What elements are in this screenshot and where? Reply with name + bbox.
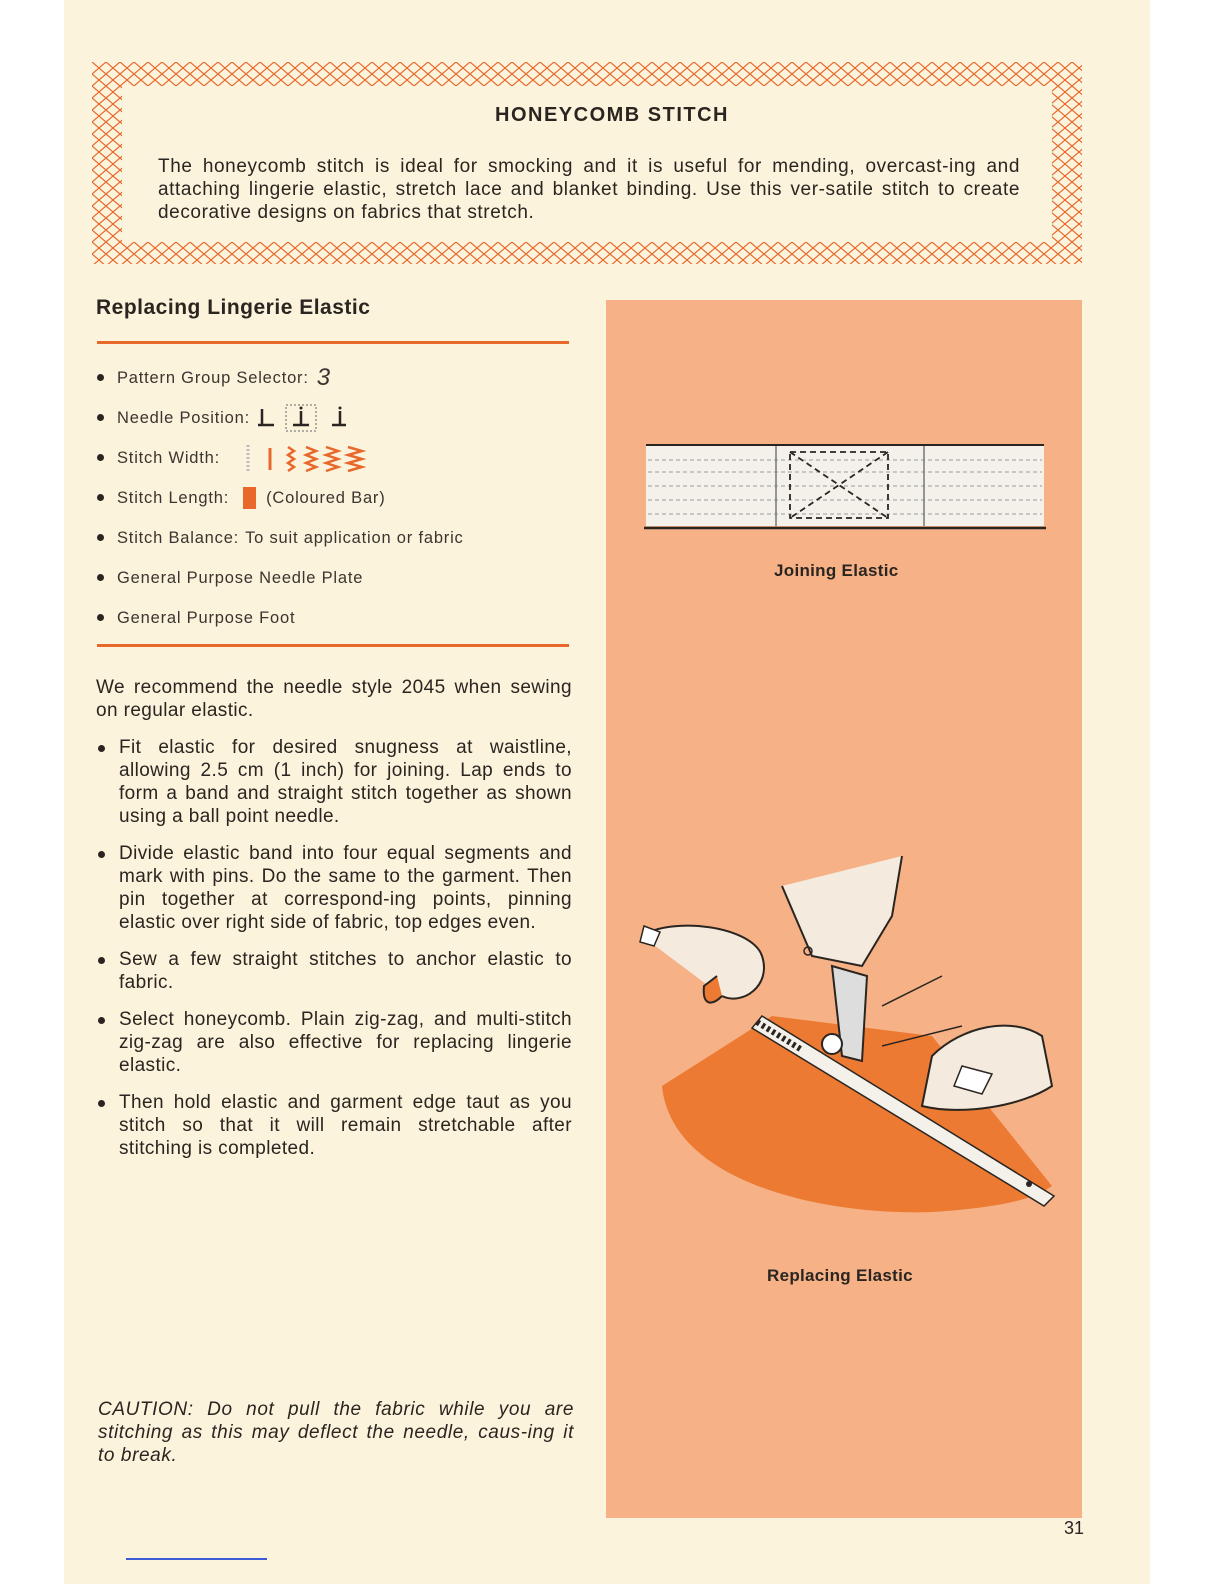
step-item: Select honeycomb. Plain zig-zag, and multi-stitch zig-zag are also effective for replacing lingerie elastic. [96,1008,572,1077]
settings-list [96,358,576,638]
coloured-bar-icon [243,487,256,509]
replacing-elastic-illustration [632,856,1062,1232]
spec-stitch-length: Stitch Length: (Coloured Bar) [96,478,576,518]
honeycomb-title: HONEYCOMB STITCH [495,104,729,126]
spec-stitch-balance: Stitch Balance: To suit application or fabric [96,518,576,558]
section-title: Replacing Lingerie Elastic [96,296,371,319]
joining-elastic-illustration [644,440,1046,534]
link-underline [126,1558,267,1560]
instruction-steps [96,736,572,1174]
bottom-divider [97,644,569,647]
step-item: Divide elastic band into four equal segments and mark with pins. Do the same to the garment. Then pin together at correspond-ing points, pinning elastic over right side of fabric, top edges even. [96,842,572,934]
honeycomb-description: The honeycomb stitch is ideal for smocking and it is useful for mending, overcast-ing and attaching lingerie elastic, stretch lace and blanket binding. Use this ver-satile stitch to create decorative designs on fabrics that stretch. [158,156,1020,223]
step-item: Fit elastic for desired snugness at waistline, allowing 2.5 cm (1 inch) for joining. Lap ends to form a band and straight stitch together as shown using a ball point needle. [96,736,572,828]
joining-elastic-caption: Joining Elastic [774,561,899,580]
spec-pattern-group: Pattern Group Selector: 3 [96,358,576,398]
caution-note: CAUTION: Do not pull the fabric while you are stitching as this may deflect the needle, caus-ing it to break. [98,1399,574,1466]
illustration-panel [606,300,1082,1518]
step-item: Then hold elastic and garment edge taut as you stitch so that it will remain stretchable after stitching is completed. [96,1091,572,1160]
top-divider [97,341,569,344]
page-number: 31 [1064,1518,1085,1538]
pattern-group-value: 3 [316,364,331,391]
spec-needle-position: Needle Position: [96,398,576,438]
needle-recommendation: We recommend the needle style 2045 when sewing on regular elastic. [96,677,572,721]
spec-stitch-width: Stitch Width: [96,438,576,478]
step-item: Sew a few straight stitches to anchor elastic to fabric. [96,948,572,994]
spec-foot: General Purpose Foot [96,598,576,638]
stitch-width-icon [226,443,366,473]
needle-position-icon [256,403,352,433]
replacing-elastic-caption: Replacing Elastic [767,1266,913,1285]
spec-needle-plate: General Purpose Needle Plate [96,558,576,598]
